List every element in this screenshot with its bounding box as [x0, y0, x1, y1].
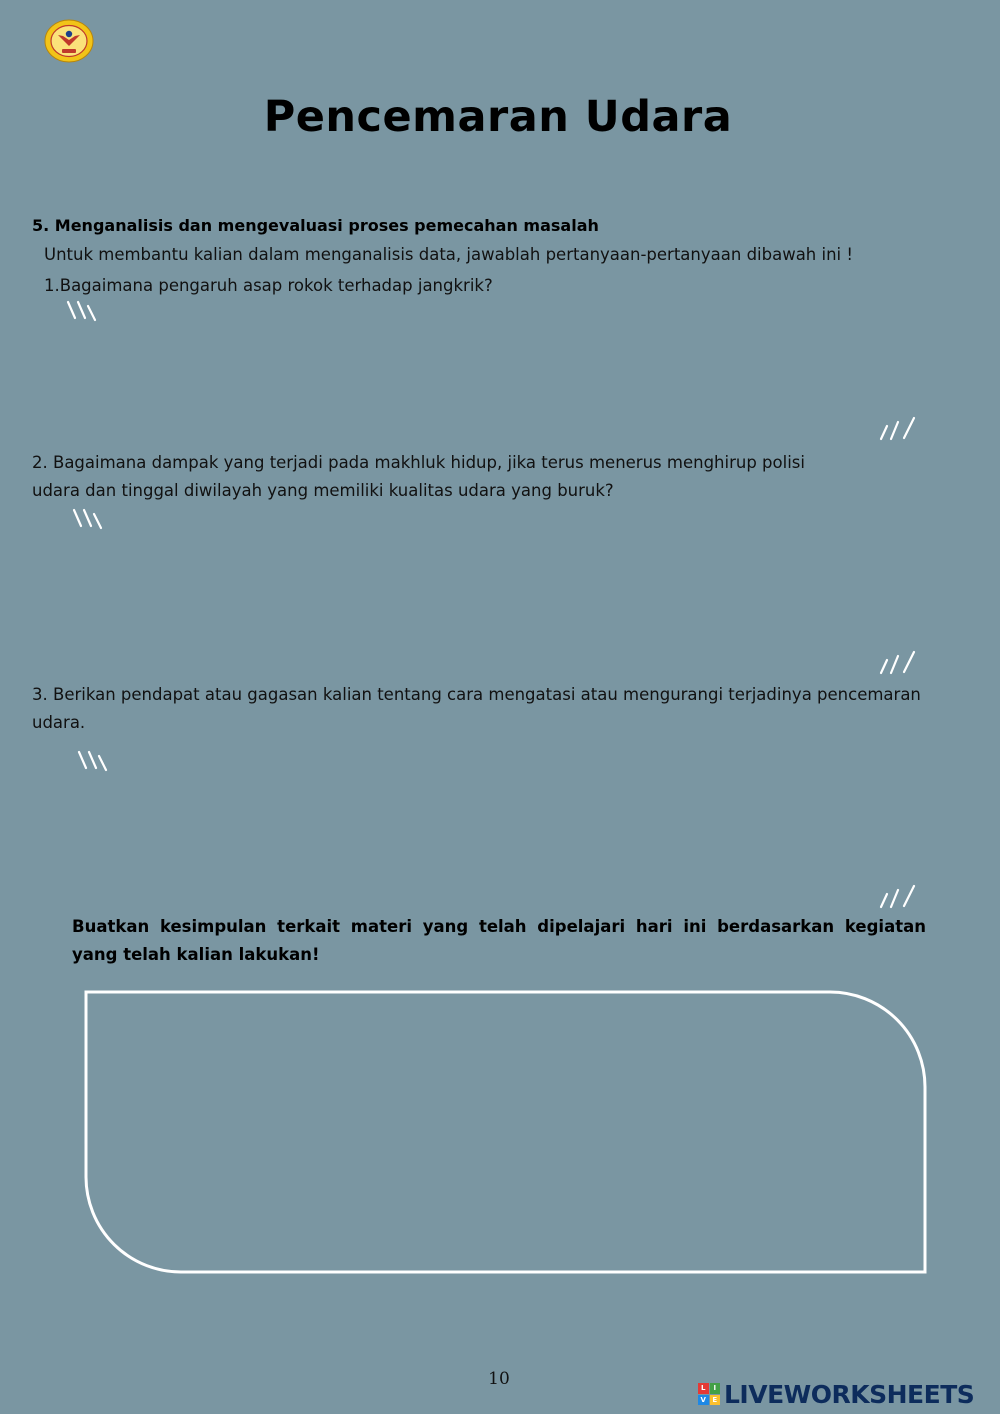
question-1-number: 1. — [44, 276, 60, 295]
page-title: Pencemaran Udara — [263, 92, 733, 142]
question-3-line-1 — [32, 681, 998, 709]
answer-start-mark-icon — [75, 748, 115, 774]
university-seal-icon — [44, 19, 94, 63]
answer-start-mark-icon — [64, 298, 104, 324]
liveworksheets-wordmark: LIVEWORKSHEETS — [724, 1379, 975, 1409]
question-2-number: 2. — [32, 453, 48, 472]
badge-letter: I — [710, 1383, 721, 1394]
page-number: 10 — [488, 1369, 510, 1389]
question-3-number: 3. — [32, 685, 48, 704]
question-1-text: Bagaimana pengaruh asap rokok terhadap jangkrik? — [59, 276, 493, 295]
question-2 — [32, 449, 852, 505]
answer-end-mark-icon — [878, 884, 918, 910]
conclusion-prompt: Buatkan kesimpulan terkait materi yang telah dipelajari hari ini berdasarkan kegiatan yang telah kalian lakukan! — [72, 917, 926, 964]
badge-letter: V — [698, 1395, 709, 1406]
liveworksheets-logo — [698, 1378, 974, 1410]
question-3-text-line-1: Berikan pendapat atau gagasan kalian tentang cara mengatasi atau mengurangi terjadinya pencemaran — [53, 685, 921, 704]
question-1 — [44, 272, 493, 300]
conclusion-answer-box[interactable] — [84, 990, 928, 1275]
answer-end-mark-icon — [878, 416, 918, 442]
section-heading: 5. Menganalisis dan mengevaluasi proses pemecahan masalah — [32, 216, 599, 235]
badge-letter: E — [710, 1395, 721, 1406]
badge-letter: L — [698, 1383, 709, 1394]
question-3 — [32, 681, 998, 737]
answer-end-mark-icon — [878, 650, 918, 676]
liveworksheets-badge-icon — [698, 1383, 720, 1405]
question-3-text-line-2: udara. — [32, 713, 86, 732]
section-instructions: Untuk membantu kalian dalam menganalisis data, jawablah pertanyaan-pertanyaan dibawah ini ! — [44, 245, 853, 264]
answer-start-mark-icon — [70, 506, 110, 532]
question-2-text: Bagaimana dampak yang terjadi pada makhluk hidup, jika terus menerus menghirup polisi udara dan tinggal diwilayah yang memiliki kualitas udara yang buruk? — [32, 453, 805, 500]
